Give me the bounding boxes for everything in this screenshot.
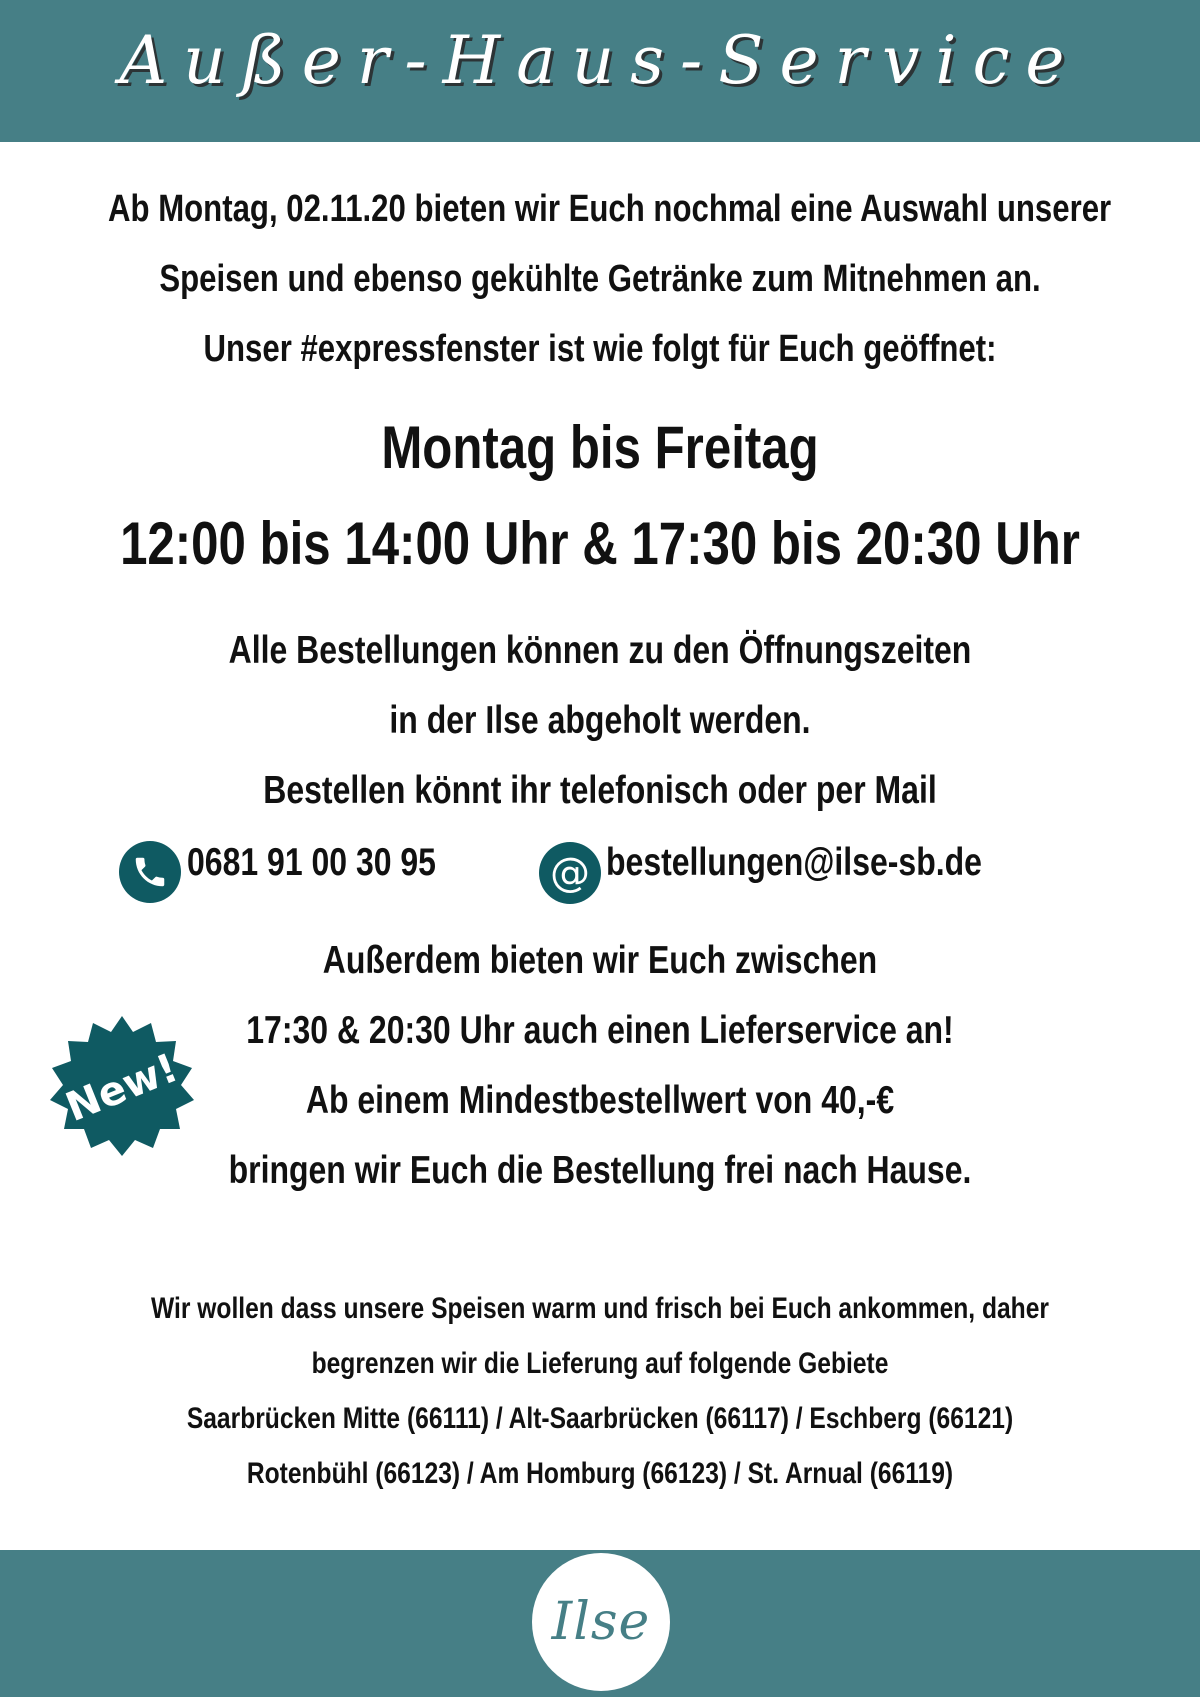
- pickup-line: in der Ilse abgeholt werden.: [389, 699, 811, 742]
- intro-line: Ab Montag, 02.11.20 bieten wir Euch nochmal eine Auswahl unserer: [108, 188, 1112, 230]
- phone-number[interactable]: 0681 91 00 30 95: [187, 841, 436, 884]
- delivery-line: bringen wir Euch die Bestellung frei nach Hause.: [228, 1149, 972, 1192]
- delivery-line: Ab einem Mindestbestellwert von 40,-€: [305, 1079, 895, 1122]
- delivery-areas: [108, 1281, 1092, 1501]
- pickup-line: Bestellen könnt ihr telefonisch oder per Mail: [263, 769, 937, 812]
- new-badge-label: New!: [59, 1044, 185, 1132]
- phone-glyph: [131, 853, 169, 891]
- ilse-logo: [532, 1553, 670, 1691]
- intro-line: Speisen und ebenso gekühlte Getränke zum Mitnehmen an.: [159, 258, 1041, 300]
- areas-line: Rotenbühl (66123) / Am Homburg (66123) / St. Arnual (66119): [246, 1457, 954, 1490]
- at-icon: @: [539, 842, 601, 904]
- pickup-info: [108, 616, 1092, 826]
- phone-icon: [119, 841, 181, 903]
- intro-line: Unser #expressfenster ist wie folgt für Euch geöffnet:: [203, 328, 997, 370]
- opening-days: Montag bis Freitag: [381, 414, 819, 481]
- logo-text: Ilse: [551, 1592, 651, 1652]
- areas-line: Saarbrücken Mitte (66111) / Alt-Saarbrücken (66117) / Eschberg (66121): [186, 1402, 1014, 1435]
- delivery-info: [108, 926, 1092, 1206]
- intro-text: [108, 174, 1112, 384]
- delivery-line: Außerdem bieten wir Euch zwischen: [322, 939, 878, 982]
- email-address[interactable]: bestellungen@ilse-sb.de: [606, 841, 982, 884]
- areas-line: Wir wollen dass unsere Speisen warm und frisch bei Euch ankommen, daher: [151, 1292, 1049, 1325]
- delivery-line: 17:30 & 20:30 Uhr auch einen Lieferservice an!: [246, 1009, 954, 1052]
- areas-line: begrenzen wir die Lieferung auf folgende Gebiete: [311, 1347, 889, 1380]
- opening-times: 12:00 bis 14:00 Uhr & 17:30 bis 20:30 Uhr: [120, 510, 1080, 577]
- opening-hours: [108, 400, 1092, 592]
- page-title: Außer-Haus-Service: [119, 22, 1081, 99]
- pickup-line: Alle Bestellungen können zu den Öffnungszeiten: [228, 629, 972, 672]
